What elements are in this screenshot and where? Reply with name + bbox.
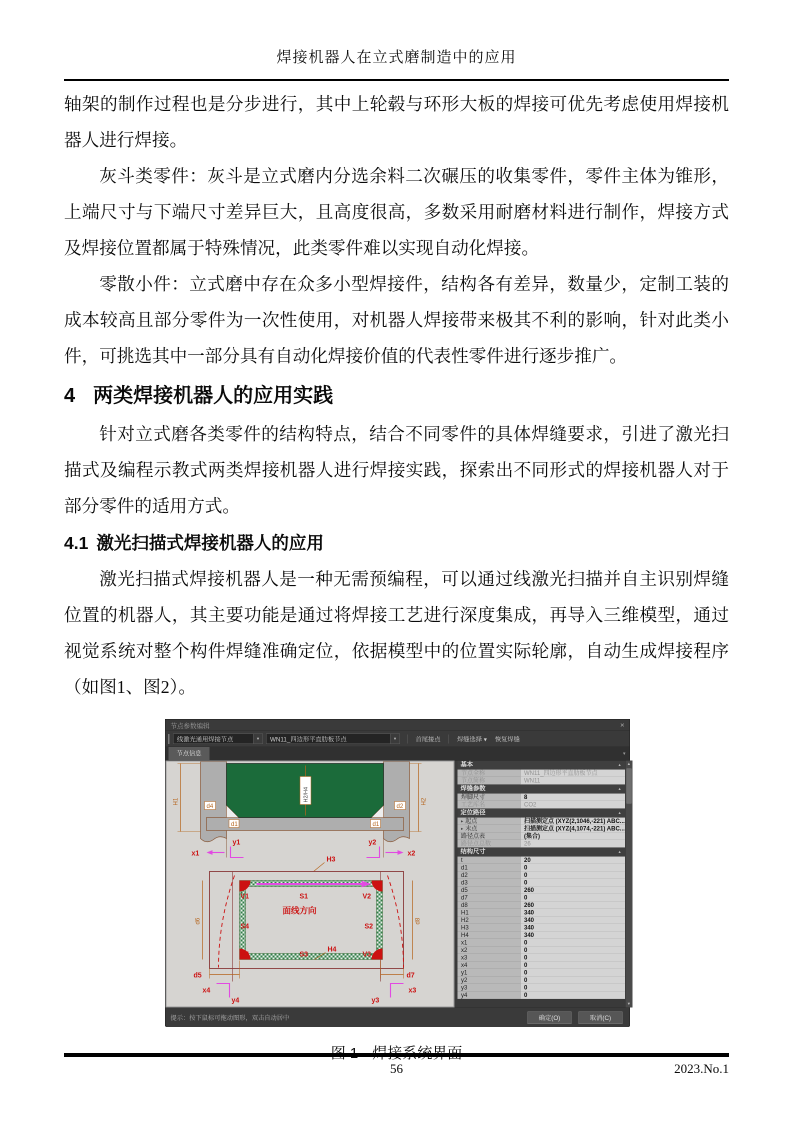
dim-label-h1: H1 (173, 797, 180, 806)
cancel-button[interactable]: 取消(C) (579, 1011, 623, 1024)
toolbar-separator (407, 734, 408, 743)
section-number: 4 (64, 385, 76, 407)
property-row: H2 340 (458, 917, 625, 925)
property-panel (455, 761, 633, 1008)
property-row: H4 340 (458, 932, 625, 940)
status-hint: 提示：按下鼠标可拖动图形，双击自动居中 (170, 1014, 290, 1022)
property-row: d3 0 (458, 879, 625, 887)
toolbar-grip (168, 734, 170, 744)
plan-view (194, 872, 422, 982)
dim-label-d1-left: d1 (231, 822, 238, 828)
tab-node-info[interactable]: 节点信息 (169, 747, 210, 760)
node-instance-select[interactable] (266, 734, 400, 745)
chevron-down-icon[interactable]: ▾ (622, 750, 626, 757)
close-icon[interactable]: × (620, 720, 625, 730)
dim-label-d6: d6 (195, 917, 202, 925)
subsection-title: 激光扫描式焊接机器人的应用 (96, 533, 324, 553)
axis-markers-top (192, 840, 416, 858)
dim-label-d5: d5 (193, 972, 202, 980)
dim-label-d7: d7 (406, 972, 415, 980)
collapse-icon[interactable]: ▴ (618, 849, 621, 854)
property-row: x1 0 (458, 939, 625, 947)
running-header-title: 焊接机器人在立式磨制造中的应用 (276, 50, 517, 66)
property-row: 焊脚尺寸 8 (458, 794, 625, 802)
dialog-toolbar (166, 731, 630, 747)
property-row: y1 0 (458, 969, 625, 977)
node-type-select[interactable] (173, 734, 263, 745)
property-row: x3 0 (458, 954, 625, 962)
property-row: t 20 (458, 857, 625, 865)
expand-icon[interactable]: ▸ (461, 825, 464, 831)
property-row: y3 0 (458, 984, 625, 992)
collapse-icon[interactable]: ▴ (618, 762, 621, 767)
node-type-select-value: 线激光通用焊接节点 (177, 735, 234, 743)
property-row: 工艺库名 CO2 (458, 801, 625, 809)
chevron-down-icon[interactable]: ▾ (253, 734, 263, 744)
section-structure-dims[interactable]: 结构尺寸 ▴ (458, 848, 625, 857)
ok-button[interactable]: 确定(O) (528, 1011, 572, 1024)
head-tail-point-button[interactable]: 首尾接点 (415, 735, 441, 743)
collapse-icon[interactable]: ▴ (618, 786, 621, 791)
property-row: d5 260 (458, 887, 625, 895)
dim-label-d1-right: d1 (372, 822, 380, 828)
cad-drawing (167, 762, 454, 1007)
label-v1: V1 (240, 893, 250, 901)
property-row: 节点简称 WN11 (458, 777, 625, 785)
label-y2: y2 (368, 839, 377, 847)
section-title: 两类焊接机器人的应用实践 (93, 385, 334, 407)
scroll-up-icon[interactable]: ▲ (626, 761, 631, 766)
label-v3: V3 (362, 951, 372, 959)
axis-markers-bottom (203, 984, 417, 1005)
section-position-path[interactable]: 定位路径 ▴ (458, 809, 625, 818)
chevron-down-icon[interactable]: ▾ (390, 734, 400, 744)
dim-label-d2: d2 (396, 804, 404, 810)
property-row: y2 0 (458, 977, 625, 985)
dialog-bottombar (166, 1008, 630, 1028)
property-row: H1 340 (458, 909, 625, 917)
toolbar-separator (449, 734, 450, 743)
dim-label-h2: H2 (421, 797, 428, 806)
restore-weld-button[interactable]: 恢复焊缝 (494, 735, 520, 743)
label-h3: H3 (326, 856, 336, 864)
panel-scrollbar[interactable] (625, 761, 633, 1008)
dialog-titlebar (166, 720, 630, 732)
dim-label-d4: d4 (206, 804, 214, 810)
section-heading-4-1 (64, 527, 729, 559)
label-y4: y4 (231, 997, 240, 1005)
label-x2: x2 (407, 850, 416, 858)
header-rule (64, 79, 729, 81)
section-basic[interactable]: 基本 ▴ (458, 761, 625, 770)
weld-select-button[interactable]: 焊缝选择 ▾ (457, 735, 487, 743)
paragraph-small-parts: 零散小件：立式磨中存在众多小型焊接件，结构各有差异，数量少，定制工装的成本较高且部分零件为一次性使用，对机器人焊接带来极其不利的影响，针对此类小件，可挑选其中一部分具有自动化焊接价值的代表性零件进行逐步推广。 (64, 274, 729, 366)
label-x1: x1 (191, 850, 200, 858)
section-view (174, 762, 428, 858)
page-footer (64, 1053, 729, 1077)
label-v2: V2 (362, 893, 372, 901)
figure-caption-label: 图 1 (330, 1045, 359, 1062)
label-x4: x4 (202, 987, 211, 995)
scrollbar-thumb[interactable] (626, 769, 631, 804)
label-s3: S3 (299, 951, 309, 959)
property-row: y4 0 (458, 992, 625, 1000)
paragraph-axle-frame: 轴架的制作过程也是分步进行，其中上轮毂与环形大板的焊接可优先考虑使用焊接机器人进行焊接。 (64, 94, 729, 150)
label-face-direction: 面线方向 (282, 905, 317, 916)
node-parameter-dialog (165, 719, 630, 1026)
dialog-content (166, 761, 630, 1008)
article-body (64, 86, 729, 705)
property-row: x2 0 (458, 947, 625, 955)
label-y3: y3 (371, 997, 380, 1005)
property-row: ▸ 起点 扫描测定点 (XYZ(2,1046,-221) ABC... (458, 818, 625, 826)
property-row: d7 0 (458, 894, 625, 902)
property-grid (455, 761, 625, 1008)
section-heading-4 (64, 379, 729, 413)
paragraph-ash-hopper: 灰斗类零件：灰斗是立式磨内分选余料二次碾压的收集零件，零件主体为锥形，上端尺寸与下端尺寸差异巨大，且高度很高，多数采用耐磨材料进行制作，焊接方式及焊接位置都属于特殊情况，此类零件难以实现自动化焊接。 (64, 166, 729, 258)
figure-1 (64, 719, 729, 1063)
dialog-title: 节点参数编辑 (170, 721, 210, 730)
label-y1: y1 (232, 839, 241, 847)
property-row: d1 0 (458, 864, 625, 872)
property-row: 路径点表 (集合) (458, 833, 625, 841)
page-number: 56 (390, 1061, 403, 1076)
property-row: d8 260 (458, 902, 625, 910)
subsection-number: 4.1 (64, 533, 89, 553)
footer-spacer (64, 1061, 286, 1077)
label-x3: x3 (408, 987, 417, 995)
scroll-down-icon[interactable]: ▼ (626, 1001, 631, 1006)
paragraph-section4-intro: 针对立式磨各类零件的结构特点，结合不同零件的具体焊缝要求，引进了激光扫描式及编程示教式两类焊接机器人进行焊接实践，探索出不同形式的焊接机器人对于部分零件的适用方式。 (64, 424, 729, 516)
dim-label-h2h4: H2/H4 (303, 786, 310, 803)
page-header (64, 0, 729, 81)
label-s1: S1 (299, 893, 309, 901)
embedded-screenshot (165, 719, 630, 1026)
property-row: 路径点总数 26 (458, 840, 625, 848)
dim-label-d8: d8 (415, 917, 422, 925)
label-s4: S4 (240, 923, 250, 931)
label-v4: V4 (240, 951, 250, 959)
property-row: x4 0 (458, 962, 625, 970)
node-instance-select-value: WN11_四边形平直肋板节点 (270, 735, 347, 743)
dialog-tabrow (166, 747, 630, 761)
issue-label: 2023.No.1 (674, 1061, 730, 1076)
property-row: 节点全称 WN11_四边形平直肋板节点 (458, 770, 625, 778)
property-row: H3 340 (458, 924, 625, 932)
property-row: d2 0 (458, 872, 625, 880)
footer-rule (64, 1053, 729, 1057)
property-row: ▸ 末点 扫描测定点 (XYZ(4,1074,-221) ABC... (458, 825, 625, 833)
label-s2: S2 (364, 923, 374, 931)
paragraph-laser-scan: 激光扫描式焊接机器人是一种无需预编程，可以通过线激光扫描并自主识别焊缝位置的机器人，其主要功能是通过将焊接工艺进行深度集成，再导入三维模型，通过视觉系统对整个构件焊缝准确定位，依据模型中的位置实际轮廓，自动生成焊接程序（如图1、图2）。 (64, 569, 729, 697)
drawing-canvas[interactable] (166, 761, 455, 1008)
section-weld-params[interactable]: 焊缝参数 ▴ (458, 785, 625, 794)
label-h4: H4 (327, 946, 337, 954)
figure-caption-text: 焊接系统界面 (372, 1045, 463, 1062)
collapse-icon[interactable]: ▴ (618, 810, 621, 815)
expand-icon[interactable]: ▸ (461, 818, 464, 824)
